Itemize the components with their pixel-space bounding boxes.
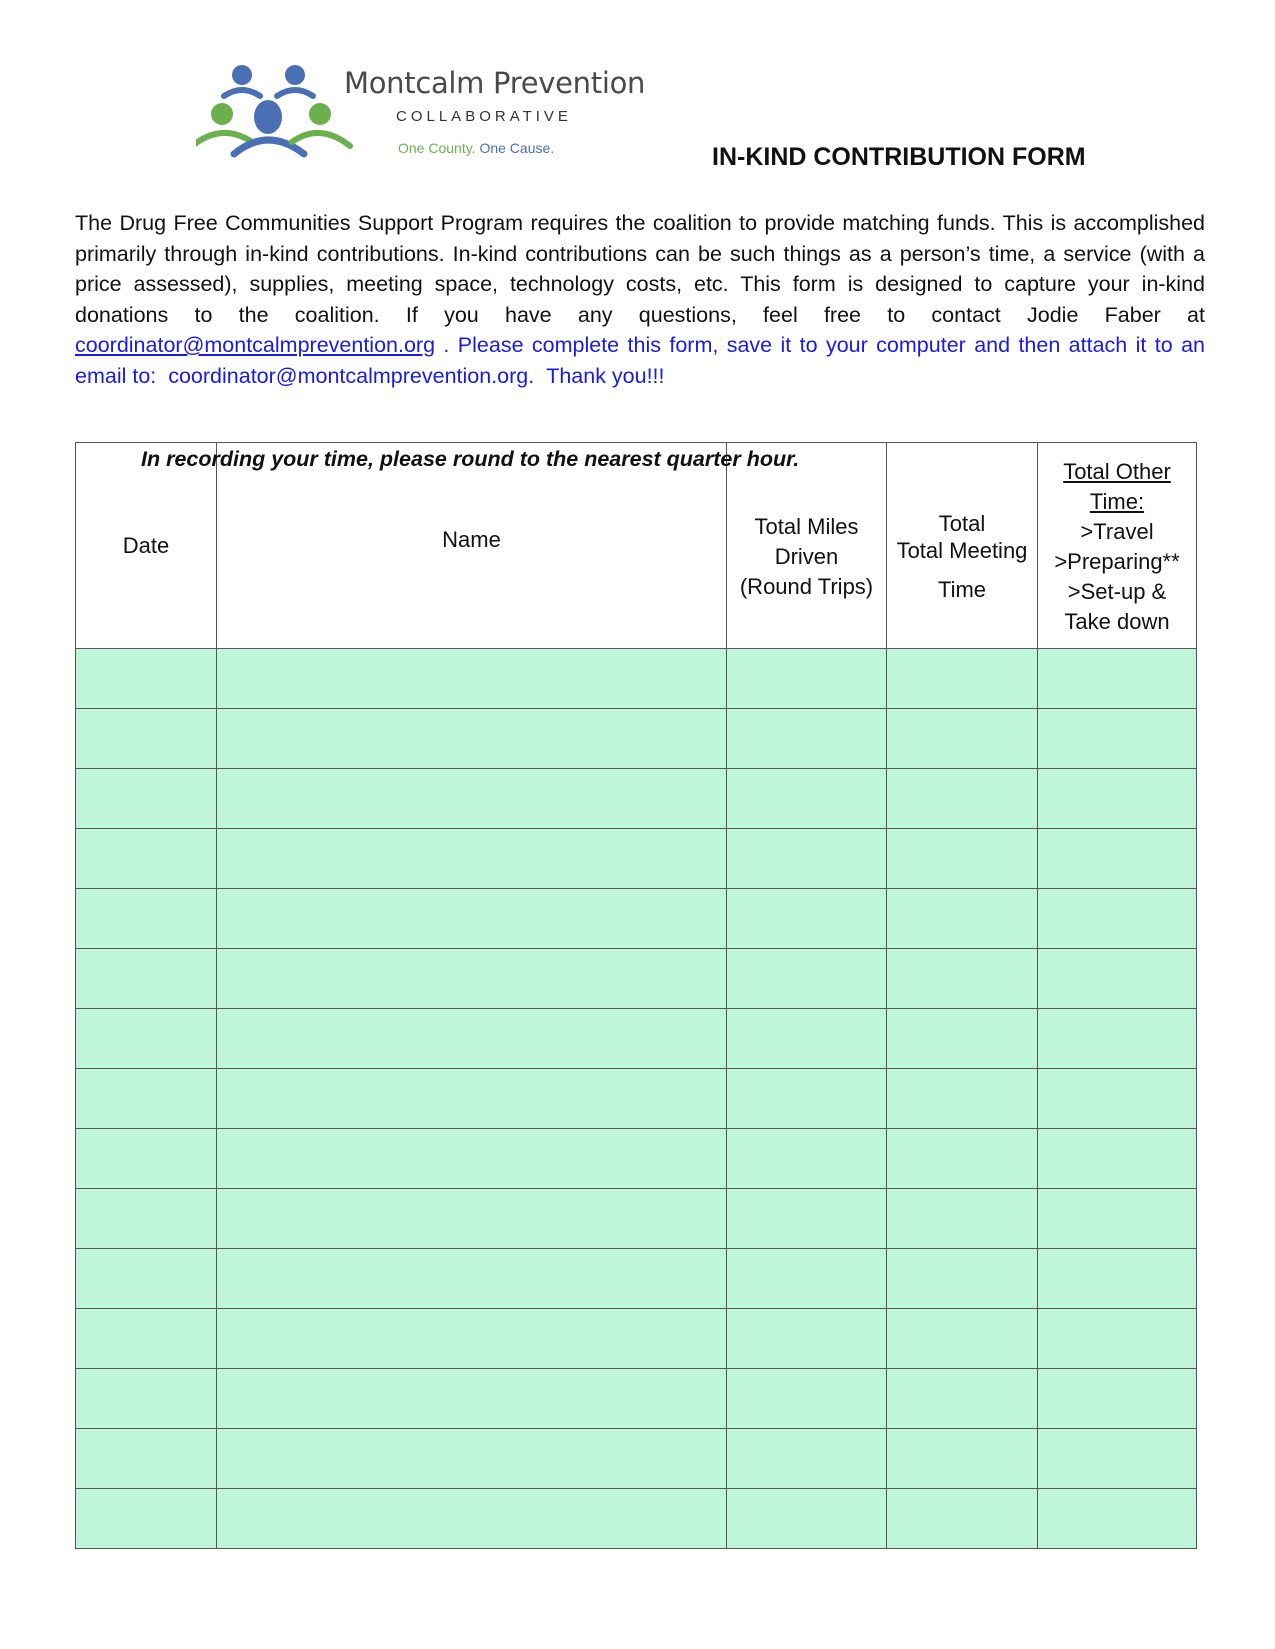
table-row bbox=[76, 1309, 1197, 1369]
meeting-time-cell[interactable] bbox=[887, 1009, 1038, 1069]
other-time-cell[interactable] bbox=[1038, 889, 1197, 949]
meeting-time-cell[interactable] bbox=[887, 889, 1038, 949]
miles-cell[interactable] bbox=[727, 1369, 887, 1429]
date-cell[interactable] bbox=[76, 649, 217, 709]
coordinator-email-text: coordinator@montcalmprevention.org. bbox=[168, 363, 535, 388]
table-row bbox=[76, 1129, 1197, 1189]
date-cell[interactable] bbox=[76, 1429, 217, 1489]
name-cell[interactable] bbox=[217, 1309, 727, 1369]
date-cell[interactable] bbox=[76, 1069, 217, 1129]
tagline-part-a: One County. bbox=[398, 140, 476, 156]
meeting-time-cell[interactable] bbox=[887, 769, 1038, 829]
table-row bbox=[76, 889, 1197, 949]
meeting-time-column-header: Total Total Meeting Time bbox=[887, 443, 1038, 649]
name-cell[interactable] bbox=[217, 649, 727, 709]
logo-tagline bbox=[398, 140, 554, 156]
other-time-cell[interactable] bbox=[1038, 769, 1197, 829]
name-column-header: Name bbox=[217, 443, 727, 649]
miles-cell[interactable] bbox=[727, 1309, 887, 1369]
table-header-row bbox=[76, 443, 1197, 649]
table-row bbox=[76, 1429, 1197, 1489]
rounding-note: In recording your time, please round to the nearest quarter hour. bbox=[141, 447, 800, 471]
table-row bbox=[76, 1189, 1197, 1249]
other-time-cell[interactable] bbox=[1038, 1069, 1197, 1129]
meeting-time-cell[interactable] bbox=[887, 949, 1038, 1009]
organization-logo bbox=[196, 62, 646, 172]
meeting-time-cell[interactable] bbox=[887, 1369, 1038, 1429]
table-row bbox=[76, 1489, 1197, 1549]
date-cell[interactable] bbox=[76, 1189, 217, 1249]
intro-text: The Drug Free Communities Support Program requires the coalition to provide matching funds. This is accomplished primarily through in-kind contributions. In-kind contributions can be such things as a person’s time, a service (with a price assessed), supplies, meeting space, technology costs, etc. This form is designed to capture your in-kind donations to the coalition. If you have any questions, feel free to contact Jodie Faber at bbox=[75, 211, 1205, 327]
miles-cell[interactable] bbox=[727, 1429, 887, 1489]
meeting-time-cell[interactable] bbox=[887, 1129, 1038, 1189]
coordinator-email-link[interactable]: coordinator@montcalmprevention.org bbox=[75, 333, 436, 357]
miles-column-header: Total Miles Driven (Round Trips) bbox=[727, 443, 887, 649]
name-cell[interactable] bbox=[217, 1189, 727, 1249]
intro-instruction: Please complete this form, save it to your computer and then attach it to an email to: bbox=[75, 333, 1205, 388]
other-time-cell[interactable] bbox=[1038, 1489, 1197, 1549]
meeting-time-cell[interactable] bbox=[887, 829, 1038, 889]
contribution-table bbox=[75, 442, 1197, 1549]
other-time-cell[interactable] bbox=[1038, 1009, 1197, 1069]
date-cell[interactable] bbox=[76, 889, 217, 949]
meeting-time-cell[interactable] bbox=[887, 1069, 1038, 1129]
name-cell[interactable] bbox=[217, 1369, 727, 1429]
intro-thanks: Thank you!!! bbox=[546, 363, 665, 388]
table-row bbox=[76, 829, 1197, 889]
miles-cell[interactable] bbox=[727, 1129, 887, 1189]
table-row bbox=[76, 949, 1197, 1009]
table-row bbox=[76, 1249, 1197, 1309]
other-time-cell[interactable] bbox=[1038, 709, 1197, 769]
date-column-header: In recording your time, please round to the nearest quarter hour. Date bbox=[76, 443, 217, 649]
date-cell[interactable] bbox=[76, 1009, 217, 1069]
meeting-time-cell[interactable] bbox=[887, 709, 1038, 769]
miles-cell[interactable] bbox=[727, 649, 887, 709]
name-cell[interactable] bbox=[217, 1069, 727, 1129]
miles-cell[interactable] bbox=[727, 889, 887, 949]
meeting-time-cell[interactable] bbox=[887, 1189, 1038, 1249]
name-cell[interactable] bbox=[217, 1489, 727, 1549]
other-time-cell[interactable] bbox=[1038, 1249, 1197, 1309]
tagline-part-b: One Cause. bbox=[479, 140, 555, 156]
name-cell[interactable] bbox=[217, 949, 727, 1009]
table-row bbox=[76, 649, 1197, 709]
name-cell[interactable] bbox=[217, 889, 727, 949]
meeting-time-cell[interactable] bbox=[887, 649, 1038, 709]
date-cell[interactable] bbox=[76, 829, 217, 889]
miles-cell[interactable] bbox=[727, 829, 887, 889]
logo-subtitle: COLLABORATIVE bbox=[396, 108, 572, 125]
other-time-cell[interactable] bbox=[1038, 949, 1197, 1009]
table-row bbox=[76, 1369, 1197, 1429]
miles-cell[interactable] bbox=[727, 1189, 887, 1249]
name-cell[interactable] bbox=[217, 829, 727, 889]
date-cell[interactable] bbox=[76, 1489, 217, 1549]
name-cell[interactable] bbox=[217, 1129, 727, 1189]
date-cell[interactable] bbox=[76, 1129, 217, 1189]
form-title: IN-KIND CONTRIBUTION FORM bbox=[712, 143, 1086, 171]
table-row bbox=[76, 1069, 1197, 1129]
table-row bbox=[76, 769, 1197, 829]
miles-cell[interactable] bbox=[727, 1009, 887, 1069]
other-time-cell[interactable] bbox=[1038, 649, 1197, 709]
other-time-cell[interactable] bbox=[1038, 1429, 1197, 1489]
miles-cell[interactable] bbox=[727, 949, 887, 1009]
meeting-time-cell[interactable] bbox=[887, 1309, 1038, 1369]
meeting-time-cell[interactable] bbox=[887, 1489, 1038, 1549]
name-cell[interactable] bbox=[217, 769, 727, 829]
miles-cell[interactable] bbox=[727, 769, 887, 829]
table-row bbox=[76, 709, 1197, 769]
name-cell[interactable] bbox=[217, 1009, 727, 1069]
date-cell[interactable] bbox=[76, 769, 217, 829]
name-cell[interactable] bbox=[217, 1249, 727, 1309]
other-time-cell[interactable] bbox=[1038, 1309, 1197, 1369]
miles-cell[interactable] bbox=[727, 1069, 887, 1129]
other-time-column-header: Total Other Time: >Travel >Preparing** >Set-up & Take down bbox=[1038, 443, 1197, 649]
intro-paragraph bbox=[75, 208, 1205, 391]
name-cell[interactable] bbox=[217, 709, 727, 769]
meeting-time-cell[interactable] bbox=[887, 1429, 1038, 1489]
logo-name: Montcalm Prevention bbox=[344, 66, 646, 100]
other-time-cell[interactable] bbox=[1038, 1369, 1197, 1429]
name-cell[interactable] bbox=[217, 1429, 727, 1489]
miles-cell[interactable] bbox=[727, 1249, 887, 1309]
date-cell[interactable] bbox=[76, 949, 217, 1009]
date-cell[interactable] bbox=[76, 1249, 217, 1309]
other-time-cell[interactable] bbox=[1038, 829, 1197, 889]
miles-cell[interactable] bbox=[727, 1489, 887, 1549]
meeting-time-cell[interactable] bbox=[887, 1249, 1038, 1309]
date-cell[interactable] bbox=[76, 1309, 217, 1369]
other-time-cell[interactable] bbox=[1038, 1129, 1197, 1189]
date-cell[interactable] bbox=[76, 1369, 217, 1429]
people-logo-icon bbox=[196, 62, 366, 172]
intro-separator: . bbox=[435, 333, 458, 357]
other-time-cell[interactable] bbox=[1038, 1189, 1197, 1249]
table-row bbox=[76, 1009, 1197, 1069]
date-cell[interactable] bbox=[76, 709, 217, 769]
miles-cell[interactable] bbox=[727, 709, 887, 769]
